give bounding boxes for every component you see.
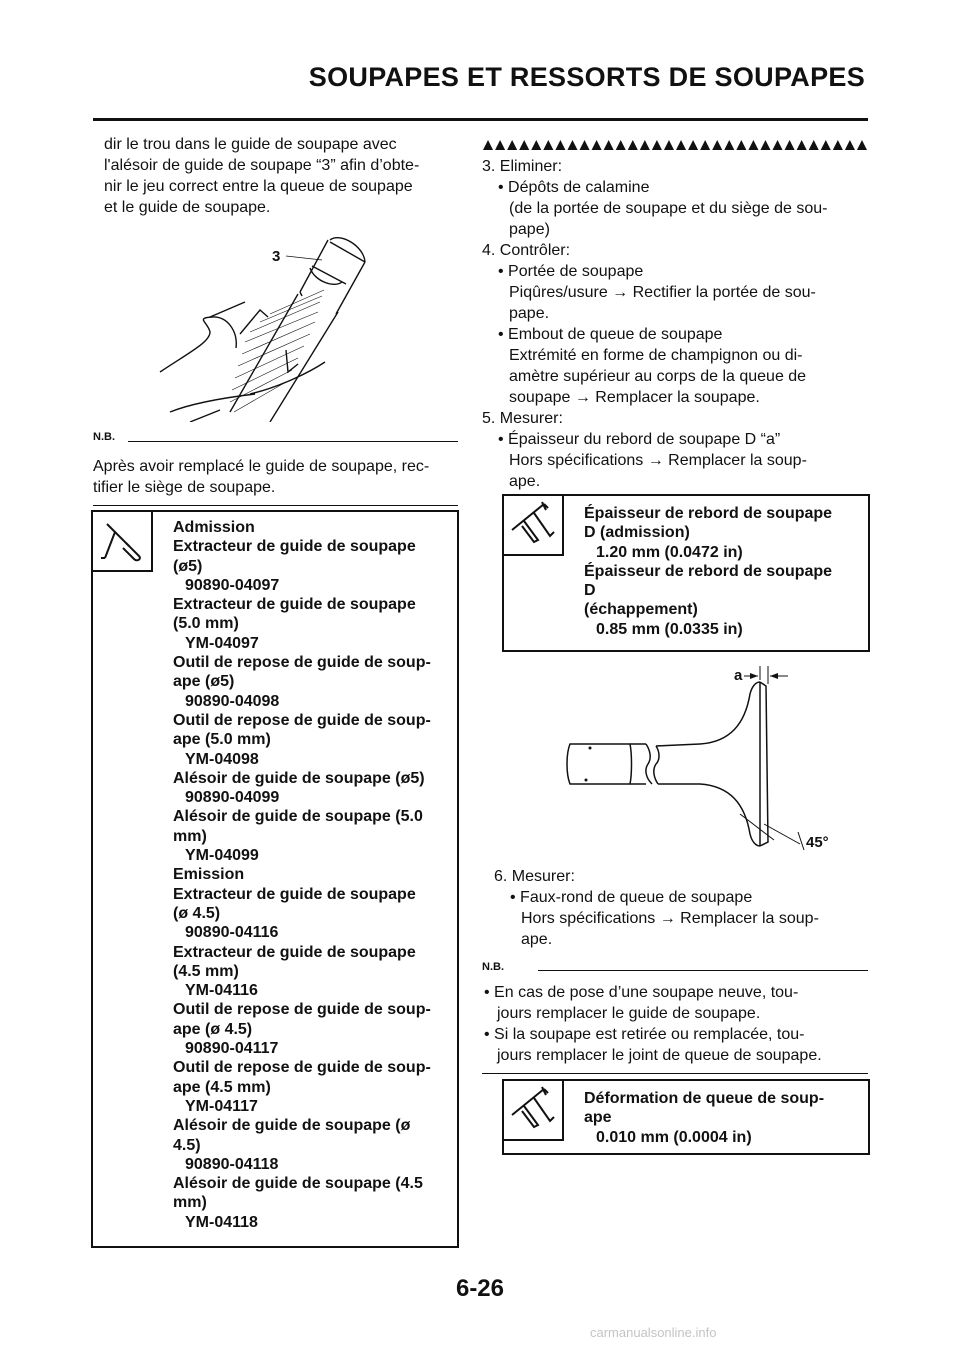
step-heading: 5. Mesurer: [482, 410, 563, 427]
tool-line: Extracteur de guide de soupape [173, 596, 416, 614]
step-bullet: • Faux-rond de queue de soupape [510, 889, 753, 906]
nb-text: jours remplacer le guide de soupape. [497, 1005, 761, 1022]
tool-line: Alésoir de guide de soupape (5.0 [173, 808, 423, 826]
spec-line: Déformation de queue de soup- [584, 1090, 825, 1107]
triangle-marker [580, 140, 590, 150]
tool-line: Admission [173, 519, 255, 536]
procedure-steps-a [482, 156, 872, 492]
spec-box-stem-runout [502, 1079, 870, 1155]
spec-value: 0.85 mm (0.0335 in) [596, 620, 743, 638]
watermark-text: carmanualsonline.info [590, 1325, 717, 1340]
triangle-marker [592, 140, 602, 150]
header-rule [93, 118, 868, 121]
nb-bullet: • Si la soupape est retirée ou remplacée, tou- [484, 1026, 805, 1043]
spec-line: (échappement) [584, 601, 698, 619]
tool-line: mm) [173, 1194, 207, 1212]
tool-line: Outil de repose de guide de soup- [173, 1059, 431, 1077]
step-text: Extrémité en forme de champignon ou di- [509, 347, 803, 364]
text-line: dir le trou dans le guide de soupape avec [104, 136, 397, 153]
tool-line: mm) [173, 827, 207, 845]
triangle-marker [555, 140, 565, 150]
triangle-marker [495, 140, 505, 150]
spec-value: 0.010 mm (0.0004 in) [596, 1128, 752, 1146]
triangle-marker [712, 140, 722, 150]
page-number: 6-26 [455, 1275, 505, 1302]
tool-line: Alésoir de guide de soupape (ø [173, 1117, 411, 1135]
caliper-icon [504, 1081, 562, 1139]
triangle-marker [652, 140, 662, 150]
triangle-marker [519, 140, 529, 150]
text-line: nir le jeu correct entre la queue de soupape [104, 178, 413, 195]
figure-callout-angle: 45° [806, 834, 829, 851]
tool-line: Outil de repose de guide de soup- [173, 1001, 431, 1019]
step-text: Hors spécifications → Remplacer la soup- [521, 910, 819, 927]
tool-part-number: YM-04116 [185, 982, 258, 1000]
caliper-icon [504, 496, 562, 554]
tool-line: ape (ø5) [173, 673, 235, 691]
special-tools-box [91, 510, 459, 1248]
triangle-marker [736, 140, 746, 150]
triangle-marker [531, 140, 541, 150]
triangle-marker [567, 140, 577, 150]
step-text: Piqûres/usure → Rectifier la portée de sou- [509, 284, 816, 301]
tool-line: Emission [173, 866, 245, 884]
tool-part-number: YM-04118 [185, 1213, 258, 1231]
tool-part-number: 90890-04097 [185, 576, 280, 594]
triangle-marker [483, 140, 493, 150]
tool-part-number: YM-04099 [185, 847, 259, 865]
figure-callout-3: 3 [272, 248, 281, 265]
triangle-marker [700, 140, 710, 150]
step-bullet: • Portée de soupape [498, 263, 644, 280]
step-text: soupape → Remplacer la soupape. [509, 389, 760, 406]
triangle-marker [543, 140, 553, 150]
tool-line: (4.5 mm) [173, 962, 239, 980]
spec-line: D (admission) [584, 524, 690, 542]
step-text: (de la portée de soupape et du siège de sou- [509, 200, 828, 217]
spec-list [584, 1089, 868, 1147]
procedure-start-marker [482, 139, 868, 151]
nb-end-rule [482, 1073, 868, 1074]
triangle-marker [773, 140, 783, 150]
figure-callout-a: a [734, 667, 743, 684]
nb-text: jours remplacer le joint de queue de soupape. [497, 1047, 822, 1064]
spec-line: D [584, 582, 596, 600]
triangle-marker [640, 140, 650, 150]
nb-rule [128, 441, 458, 442]
text-line: Après avoir remplacé le guide de soupape, rec- [93, 458, 430, 475]
nb-rule [538, 970, 868, 971]
tool-part-number: 90890-04099 [185, 789, 280, 807]
spec-box-valve-margin [502, 494, 870, 652]
tool-line: ape (ø 4.5) [173, 1020, 253, 1038]
spec-icon-cell [504, 496, 564, 556]
triangle-marker [616, 140, 626, 150]
step-bullet: • Épaisseur du rebord de soupape D “a” [498, 431, 781, 448]
triangle-marker [809, 140, 819, 150]
tool-part-number: 90890-04118 [185, 1155, 279, 1173]
tool-part-number: YM-04098 [185, 750, 259, 768]
triangle-marker [604, 140, 614, 150]
tool-line: Alésoir de guide de soupape (ø5) [173, 769, 425, 787]
nb-bullet: • En cas de pose d’une soupape neuve, tou- [484, 984, 799, 1001]
tool-part-number: 90890-04117 [185, 1040, 279, 1058]
tool-line: (5.0 mm) [173, 615, 239, 633]
triangle-marker [760, 140, 770, 150]
tool-line: Alésoir de guide de soupape (4.5 [173, 1175, 423, 1193]
triangle-marker [785, 140, 795, 150]
step-bullet: • Dépôts de calamine [498, 179, 650, 196]
nb-paragraph [93, 456, 465, 498]
step-text: amètre supérieur au corps de la queue de [509, 368, 807, 385]
tool-part-number: YM-04117 [185, 1097, 258, 1115]
spec-line: ape [584, 1109, 612, 1127]
step-text: Hors spécifications → Remplacer la soup- [509, 452, 807, 469]
spec-icon-cell [504, 1081, 564, 1141]
step-heading: 6. Mesurer: [494, 868, 575, 885]
text-line: et le guide de soupape. [104, 199, 271, 216]
tool-line: Extracteur de guide de soupape [173, 538, 416, 556]
step-heading: 3. Eliminer: [482, 158, 563, 175]
step-text: pape. [509, 305, 550, 322]
triangle-marker [833, 140, 843, 150]
nb-end-rule [93, 505, 458, 506]
triangle-marker [821, 140, 831, 150]
tool-line: (ø5) [173, 557, 203, 575]
triangle-marker [845, 140, 855, 150]
text-line: l'alésoir de guide de soupape “3” afin d’obte- [104, 157, 420, 174]
step-bullet: • Embout de queue de soupape [498, 326, 723, 343]
triangle-marker [676, 140, 686, 150]
triangle-marker [507, 140, 517, 150]
tool-line: Outil de repose de guide de soup- [173, 711, 431, 729]
step-text: ape. [509, 473, 541, 490]
tool-line: (ø 4.5) [173, 904, 221, 922]
spec-line: Épaisseur de rebord de soupape [584, 505, 833, 522]
step-text: pape) [509, 221, 550, 238]
tools-list [173, 518, 455, 1232]
tool-line: ape (4.5 mm) [173, 1078, 271, 1096]
triangle-marker [628, 140, 638, 150]
tool-icon-cell [93, 512, 153, 572]
tool-part-number: 90890-04116 [185, 924, 279, 942]
special-tool-icon [93, 512, 151, 570]
nb-label: N.B. [93, 431, 115, 443]
intro-paragraph [104, 134, 464, 218]
triangle-marker [724, 140, 734, 150]
tool-line: Outil de repose de guide de soup- [173, 654, 431, 672]
spec-line: Épaisseur de rebord de soupape [584, 562, 833, 580]
step-heading: 4. Contrôler: [482, 242, 571, 259]
tool-line: Extracteur de guide de soupape [173, 943, 416, 961]
reamer-illustration [150, 222, 380, 422]
page-title: SOUPAPES ET RESSORTS DE SOUPAPES [308, 62, 865, 92]
tool-part-number: 90890-04098 [185, 692, 280, 710]
nb-label: N.B. [482, 961, 504, 973]
triangle-marker [857, 140, 867, 150]
spec-value: 1.20 mm (0.0472 in) [596, 543, 743, 561]
tool-line: ape (5.0 mm) [173, 731, 271, 749]
procedure-steps-b [494, 866, 874, 950]
triangle-marker [748, 140, 758, 150]
tool-line: 4.5) [173, 1136, 201, 1154]
tool-line: Extracteur de guide de soupape [173, 885, 416, 903]
step-text: ape. [521, 931, 553, 948]
spec-list [584, 504, 868, 639]
triangle-marker [797, 140, 807, 150]
tool-part-number: YM-04097 [185, 634, 259, 652]
text-line: tifier le siège de soupape. [93, 479, 276, 496]
triangle-marker [688, 140, 698, 150]
triangle-marker [664, 140, 674, 150]
nb-list [484, 982, 874, 1066]
